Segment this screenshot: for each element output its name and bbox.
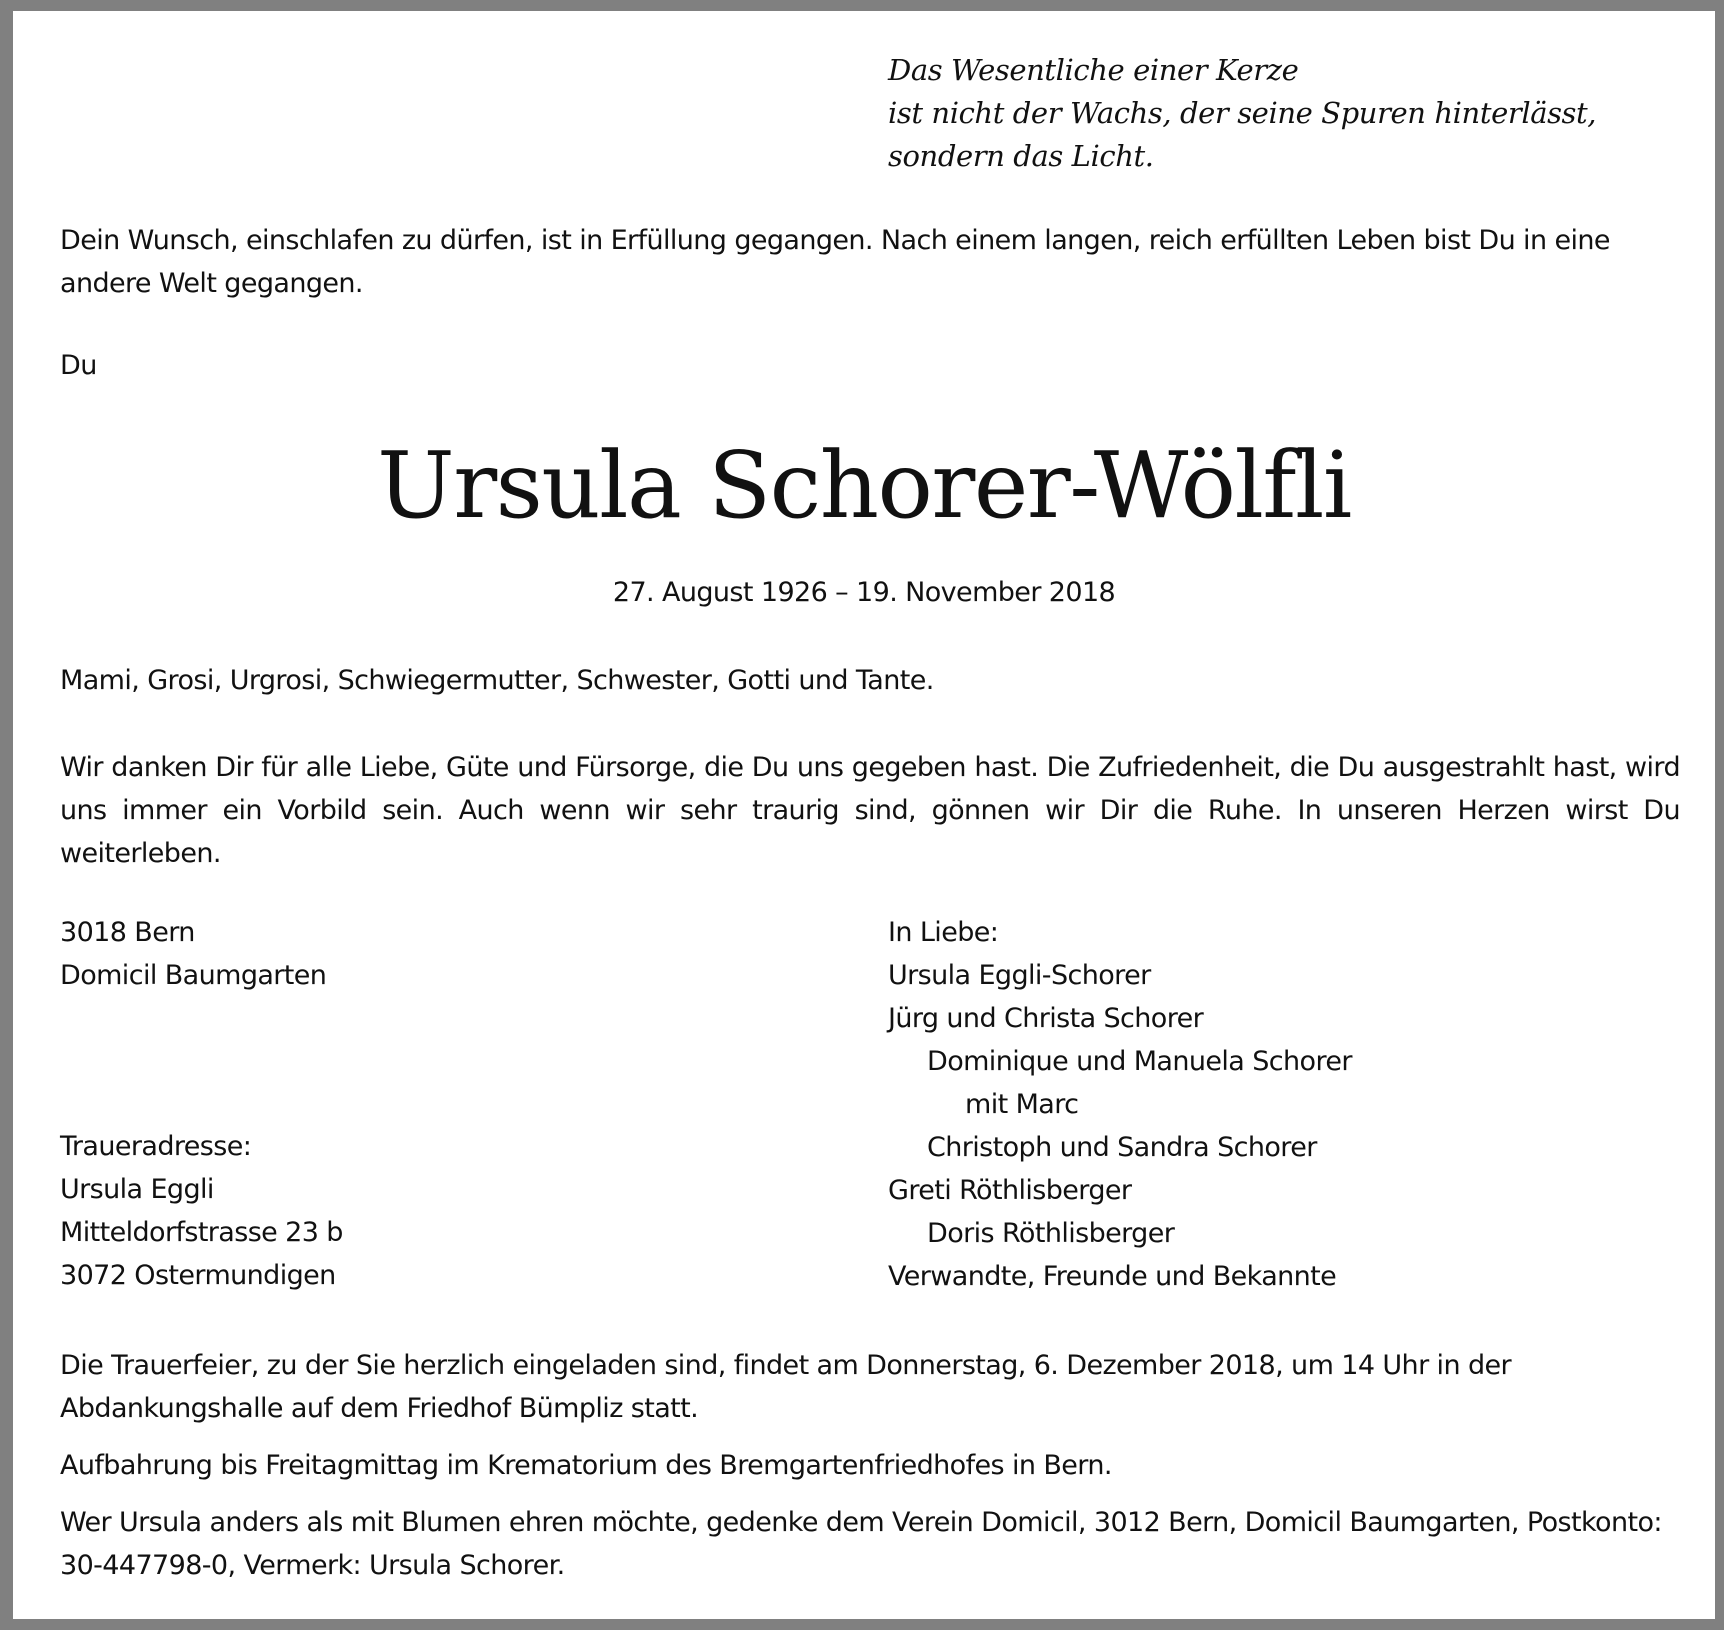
mourning-address <box>60 1125 820 1297</box>
mourning-address-label: Traueradresse: <box>60 1131 252 1162</box>
thanks-paragraph: Wir danken Dir für alle Liebe, Güte und Fürsorge, die Du uns gegeben hast. Die Zufriedenheit, die Du ausgestrahlt hast, wird uns immer ein Vorbild sein. Auch wenn wir sehr traurig sind, gönnen wir Dir die Ruhe. In unseren Herzen wirst Du weiterleben. <box>60 752 1680 869</box>
location-postcode: 3018 Bern <box>60 917 195 948</box>
mourning-address-name: Ursula Eggli <box>60 1174 214 1205</box>
family-member: Dominique und Manuela Schorer <box>927 1046 1352 1077</box>
motto-quote <box>888 49 1648 178</box>
family-list <box>888 911 1708 1298</box>
deceased-name: Ursula Schorer-Wölfli <box>377 432 1351 539</box>
motto-line: sondern das Licht. <box>888 139 1154 173</box>
intro-paragraph: Dein Wunsch, einschlafen zu dürfen, ist in Erfüllung gegangen. Nach einem langen, reich erfüllten Leben bist Du in eine andere Welt gegangen. <box>60 225 1610 299</box>
location-home: Domicil Baumgarten <box>60 960 327 991</box>
intro-du: Du <box>60 350 97 381</box>
family-member: Christoph und Sandra Schorer <box>927 1132 1317 1163</box>
family-member: Jürg und Christa Schorer <box>888 1003 1204 1034</box>
family-roles: Mami, Grosi, Urgrosi, Schwiegermutter, Schwester, Gotti und Tante. <box>60 665 934 696</box>
family-member: mit Marc <box>965 1089 1079 1120</box>
motto-line: Das Wesentliche einer Kerze <box>888 53 1299 87</box>
mourning-address-street: Mitteldorfstrasse 23 b <box>60 1217 343 1248</box>
life-dates: 27. August 1926 – 19. November 2018 <box>612 577 1116 608</box>
mourning-address-city: 3072 Ostermundigen <box>60 1260 336 1291</box>
family-member: Doris Röthlisberger <box>927 1218 1175 1249</box>
family-member: Verwandte, Freunde und Bekannte <box>888 1261 1337 1292</box>
location-block <box>60 911 820 997</box>
family-member: Greti Röthlisberger <box>888 1175 1132 1206</box>
ceremony-info <box>60 1344 1680 1587</box>
ceremony-text: Die Trauerfeier, zu der Sie herzlich eingeladen sind, findet am Donnerstag, 6. Dezember 2018, um 14 Uhr in der Abdankungshalle auf dem Friedhof Bümpliz statt. <box>60 1350 1511 1424</box>
viewing-text: Aufbahrung bis Freitagmittag im Krematorium des Bremgartenfriedhofes in Bern. <box>60 1450 1112 1481</box>
donation-text: Wer Ursula anders als mit Blumen ehren möchte, gedenke dem Verein Domicil, 3012 Bern, Domicil Baumgarten, Postkonto: 30-447798-0, Vermerk: Ursula Schorer. <box>60 1507 1662 1581</box>
family-member: Ursula Eggli-Schorer <box>888 960 1151 991</box>
motto-line: ist nicht der Wachs, der seine Spuren hinterlässt, <box>888 96 1597 130</box>
family-heading: In Liebe: <box>888 917 999 948</box>
